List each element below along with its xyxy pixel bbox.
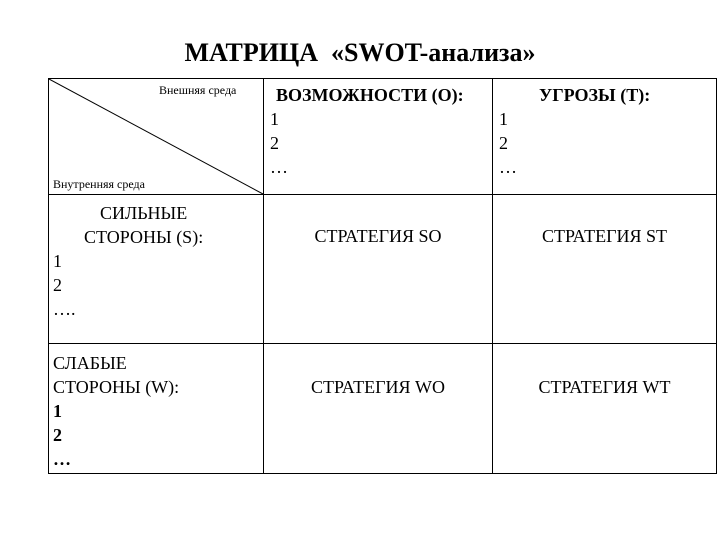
opportunities-heading: ВОЗМОЖНОСТИ (О): [276, 85, 464, 105]
weaknesses-heading-line1: СЛАБЫЕ [53, 353, 127, 373]
threats-item: 1 [499, 109, 508, 129]
opportunities-item: … [270, 157, 288, 177]
column-divider-2 [492, 79, 493, 473]
strengths-heading-line1: СИЛЬНЫЕ [100, 203, 188, 223]
internal-environment-label: Внутренняя среда [53, 177, 145, 191]
opportunities-item: 2 [270, 133, 279, 153]
strengths-item: 1 [53, 251, 62, 271]
strategy-wo: СТРАТЕГИЯ WO [310, 377, 445, 397]
external-environment-label: Внешняя среда [159, 83, 237, 97]
strengths-heading-line2: СТОРОНЫ (S): [84, 227, 204, 247]
weaknesses-item: 2 [53, 425, 62, 445]
swot-matrix [48, 78, 717, 474]
opportunities-item: 1 [270, 109, 279, 129]
strengths-item: …. [53, 299, 76, 319]
threats-item: … [499, 157, 517, 177]
threats-heading: УГРОЗЫ (Т): [539, 85, 651, 105]
strategy-st: СТРАТЕГИЯ ST [541, 226, 668, 246]
threats-cell [499, 83, 650, 179]
opportunities-cell [270, 83, 464, 179]
strategy-wt: СТРАТЕГИЯ WT [538, 377, 671, 397]
page-title: МАТРИЦА «SWOT-анализа» [184, 38, 536, 67]
strengths-item: 2 [53, 275, 62, 295]
weaknesses-item: 1 [53, 401, 62, 421]
weaknesses-cell [53, 351, 179, 471]
weaknesses-item: … [53, 449, 71, 469]
row-divider-2 [49, 343, 716, 344]
strategy-so: СТРАТЕГИЯ SO [314, 226, 442, 246]
threats-item: 2 [499, 133, 508, 153]
strengths-cell [53, 201, 203, 321]
weaknesses-heading-line2: СТОРОНЫ (W): [53, 377, 180, 397]
